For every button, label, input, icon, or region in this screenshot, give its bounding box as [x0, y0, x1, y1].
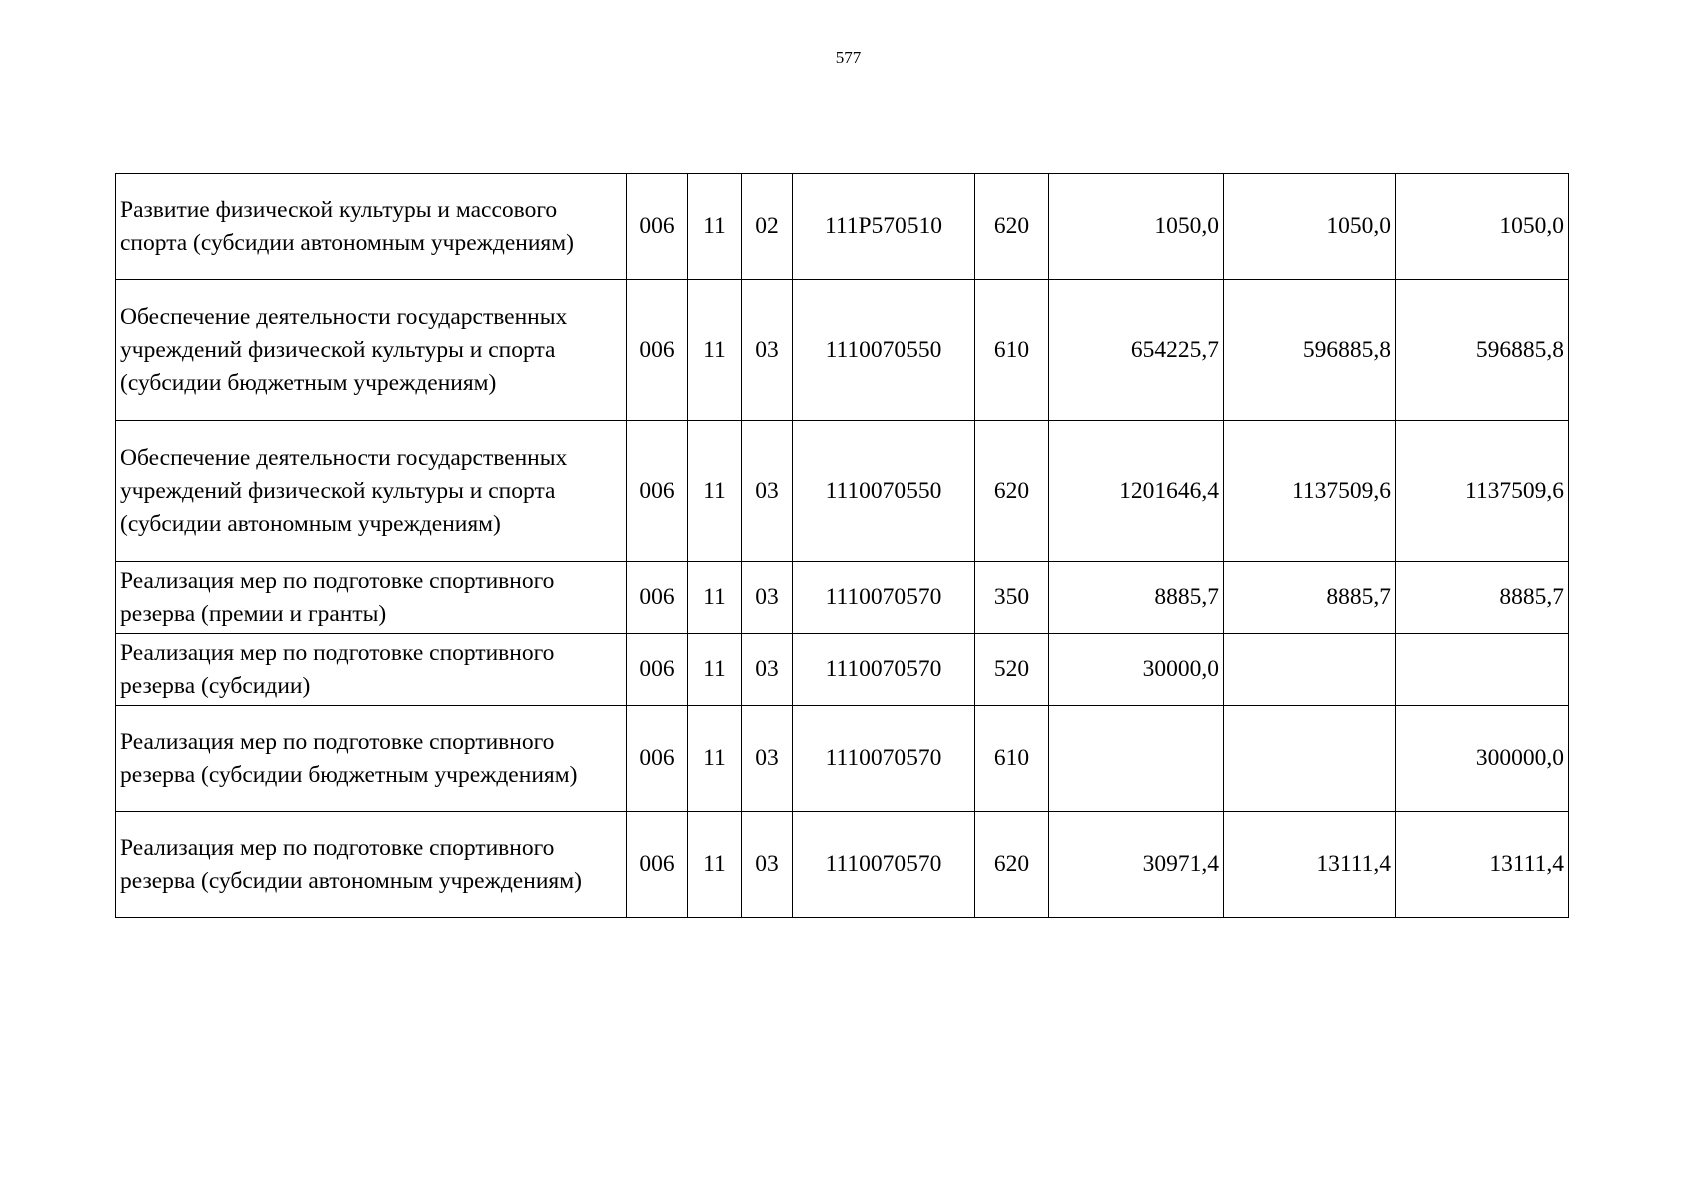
page-number: 577: [835, 48, 862, 67]
amount-2: [1224, 634, 1396, 706]
section-code: 11: [688, 174, 742, 280]
amount-1: [1049, 706, 1224, 812]
expense-type-code: 620: [975, 174, 1049, 280]
ministry-code: 006: [627, 562, 688, 634]
row-description: Реализация мер по подготовке спортивного резерва (премии и гранты): [116, 562, 627, 634]
row-description: Реализация мер по подготовке спортивного резерва (субсидии бюджетным учреждениям): [116, 706, 627, 812]
table-row: [116, 634, 1569, 706]
subsection-code: 03: [742, 706, 793, 812]
ministry-code: 006: [627, 634, 688, 706]
amount-3: 13111,4: [1396, 812, 1569, 918]
amount-1: 654225,7: [1049, 280, 1224, 421]
target-article-code: 1110070570: [793, 706, 975, 812]
subsection-code: 03: [742, 421, 793, 562]
amount-2: 1050,0: [1224, 174, 1396, 280]
target-article-code: 1110070570: [793, 634, 975, 706]
subsection-code: 03: [742, 280, 793, 421]
amount-2: 1137509,6: [1224, 421, 1396, 562]
section-code: 11: [688, 634, 742, 706]
expense-type-code: 610: [975, 706, 1049, 812]
subsection-code: 03: [742, 812, 793, 918]
amount-2: 596885,8: [1224, 280, 1396, 421]
expense-type-code: 520: [975, 634, 1049, 706]
amount-3: 8885,7: [1396, 562, 1569, 634]
amount-1: 8885,7: [1049, 562, 1224, 634]
table-row: [116, 812, 1569, 918]
amount-1: 30000,0: [1049, 634, 1224, 706]
expense-type-code: 610: [975, 280, 1049, 421]
subsection-code: 03: [742, 634, 793, 706]
amount-3: 596885,8: [1396, 280, 1569, 421]
amount-2: 8885,7: [1224, 562, 1396, 634]
table-row: [116, 174, 1569, 280]
target-article-code: 1110070570: [793, 562, 975, 634]
amount-3: 1137509,6: [1396, 421, 1569, 562]
row-description: Развитие физической культуры и массового спорта (субсидии автономным учреждениям): [116, 174, 627, 280]
target-article-code: 1110070570: [793, 812, 975, 918]
amount-2: [1224, 706, 1396, 812]
ministry-code: 006: [627, 174, 688, 280]
subsection-code: 02: [742, 174, 793, 280]
section-code: 11: [688, 280, 742, 421]
subsection-code: 03: [742, 562, 793, 634]
section-code: 11: [688, 562, 742, 634]
expense-type-code: 350: [975, 562, 1049, 634]
row-description: Обеспечение деятельности государственных учреждений физической культуры и спорта (субсидии автономным учреждениям): [116, 421, 627, 562]
amount-1: 1201646,4: [1049, 421, 1224, 562]
ministry-code: 006: [627, 706, 688, 812]
ministry-code: 006: [627, 421, 688, 562]
amount-3: 1050,0: [1396, 174, 1569, 280]
ministry-code: 006: [627, 280, 688, 421]
target-article-code: 1110070550: [793, 280, 975, 421]
table-row: [116, 280, 1569, 421]
amount-3: 300000,0: [1396, 706, 1569, 812]
expense-type-code: 620: [975, 421, 1049, 562]
target-article-code: 1110070550: [793, 421, 975, 562]
amount-2: 13111,4: [1224, 812, 1396, 918]
table-row: [116, 706, 1569, 812]
table-row: [116, 421, 1569, 562]
section-code: 11: [688, 421, 742, 562]
row-description: Обеспечение деятельности государственных учреждений физической культуры и спорта (субсидии бюджетным учреждениям): [116, 280, 627, 421]
amount-1: 1050,0: [1049, 174, 1224, 280]
target-article-code: 111P570510: [793, 174, 975, 280]
ministry-code: 006: [627, 812, 688, 918]
row-description: Реализация мер по подготовке спортивного резерва (субсидии автономным учреждениям): [116, 812, 627, 918]
table-row: [116, 562, 1569, 634]
amount-3: [1396, 634, 1569, 706]
budget-table: [115, 173, 1569, 918]
section-code: 11: [688, 812, 742, 918]
section-code: 11: [688, 706, 742, 812]
expense-type-code: 620: [975, 812, 1049, 918]
row-description: Реализация мер по подготовке спортивного резерва (субсидии): [116, 634, 627, 706]
amount-1: 30971,4: [1049, 812, 1224, 918]
